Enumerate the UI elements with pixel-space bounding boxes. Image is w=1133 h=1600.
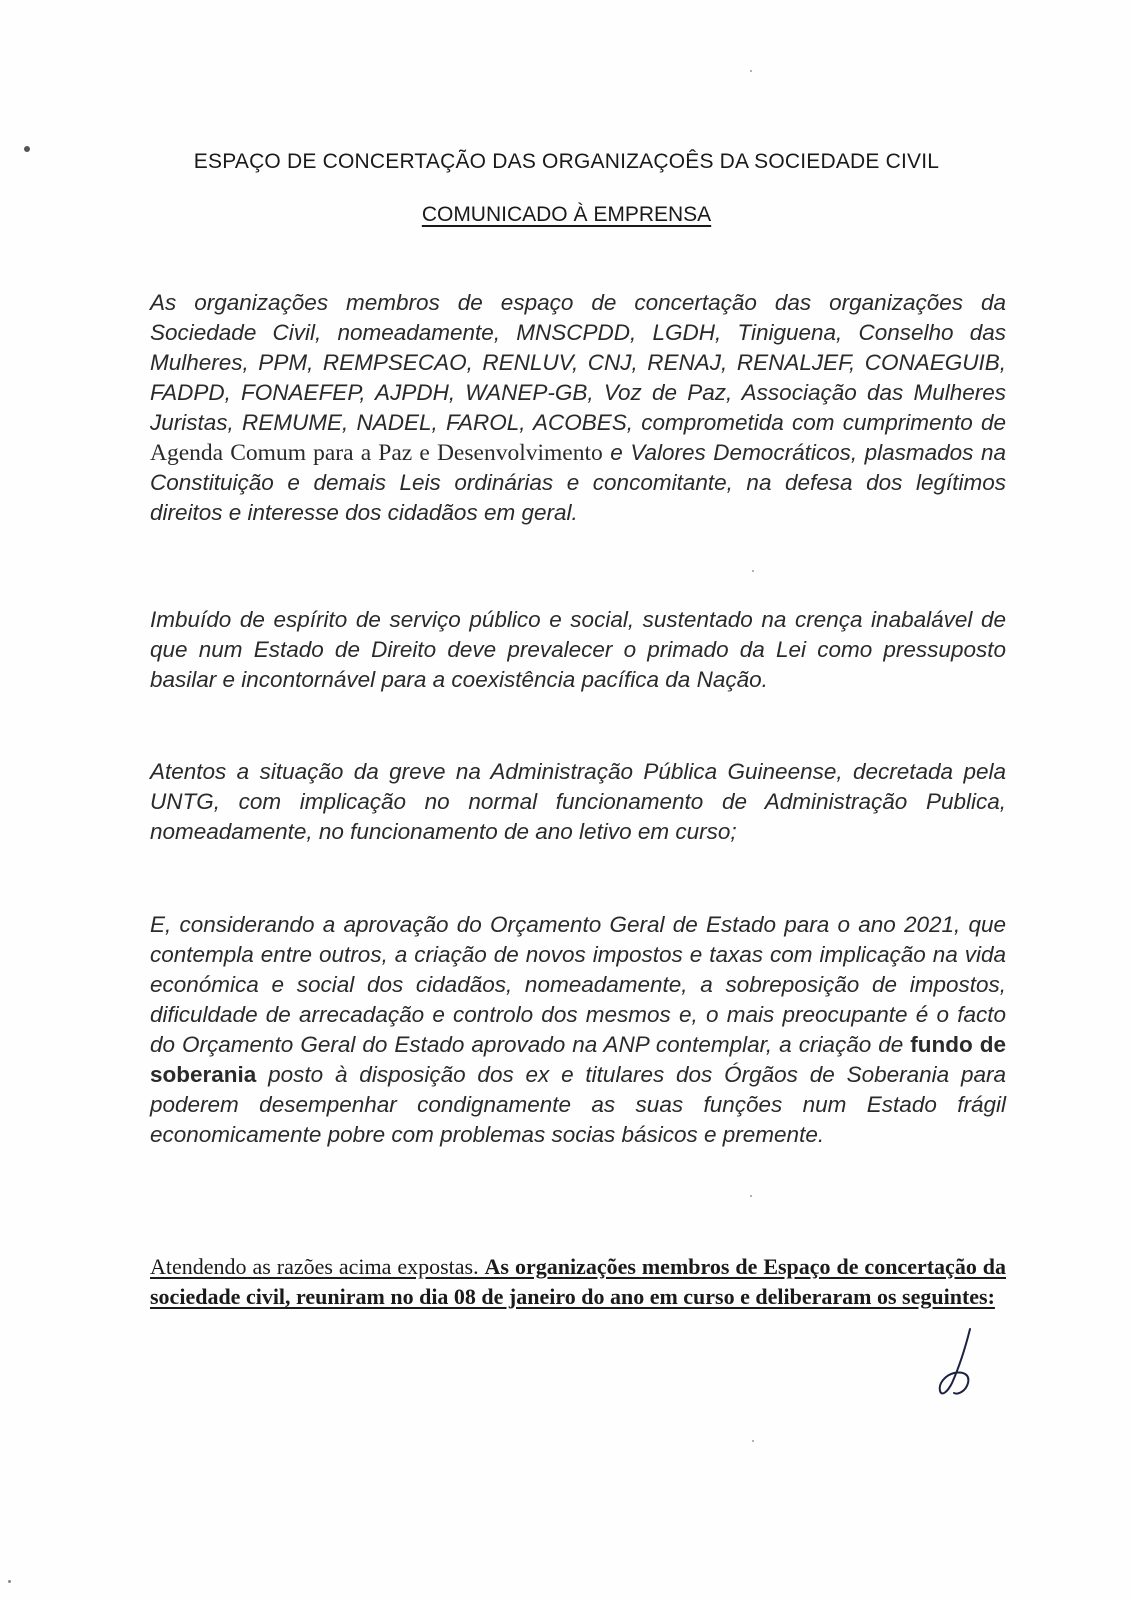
scan-speck <box>752 1440 754 1442</box>
paragraph-1-part-2: Agenda Comum para a Paz e Desenvolvimento <box>150 440 603 466</box>
paragraph-4-part-1: E, considerando a aprovação do Orçamento Geral de Estado para o ano 2021, que contempla entre outros, a criação de novos impostos e taxas com implicação na vida económica e social dos cidadãos, nomeadamente, a sobreposição de impostos, dificuldade de arrecadação e controlo dos mesmos e, o mais preocupante é o facto do Orçamento Geral do Estado aprovado na ANP contemplar, a criação de <box>150 912 1006 1057</box>
paragraph-4-part-2: posto à disposição dos ex e titulares dos Órgãos de Soberania para poderem desempenhar condignamente as suas funções num Estado frágil economicamente pobre com problemas socias básicos e premente. <box>150 1062 1006 1147</box>
scan-speck <box>750 70 752 72</box>
conclusion-paragraph <box>150 1252 1006 1312</box>
document-subtitle-text: COMUNICADO À EMPRENSA <box>421 203 712 226</box>
document-title: ESPAÇO DE CONCERTAÇÃO DAS ORGANIZAÇOÊS DA SOCIEDADE CIVIL <box>193 150 940 173</box>
paragraph-1-part-1: As organizações membros de espaço de concertação das organizações da Sociedade Civil, nomeadamente, MNSCPDD, LGDH, Tiniguena, Conselho das Mulheres, PPM, REMPSECAO, RENLUV, CNJ, RENAJ, RENALJEF, CONAEGUIB, FADPD, FONAEFEP, AJPDH, WANEP-GB, Voz de Paz, Associação das Mulheres Juristas, REMUME, NADEL, FAROL, ACOBES, comprometida com cumprimento de <box>150 290 1006 435</box>
document-subtitle <box>0 203 1133 227</box>
paragraph-1 <box>150 288 1006 528</box>
scan-speck <box>8 1580 11 1583</box>
handwritten-signature-icon <box>930 1325 990 1405</box>
paragraph-2: Imbuído de espírito de serviço público e social, sustentado na crença inabalável de que num Estado de Direito deve prevalecer o primado da Lei como pressuposto basilar e incontornável para a coexistência pacífica da Nação. <box>150 607 1006 692</box>
paragraph-3: Atentos a situação da greve na Administração Pública Guineense, decretada pela UNTG, com implicação no normal funcionamento de Administração Publica, nomeadamente, no funcionamento de ano letivo em curso; <box>150 759 1006 844</box>
conclusion-bold: As organizações membros de Espaço de concertação da sociedade civil, reuniram no dia 08 de janeiro do ano em curso e deliberaram os seguintes: <box>150 1254 1006 1309</box>
scan-speck <box>752 570 754 572</box>
paragraph-1-part-3: e Valores Democráticos, plasmados na Constituição e demais Leis ordinárias e concomitante, na defesa dos legítimos direitos e interesse dos cidadãos em geral. <box>150 440 1006 525</box>
paragraph-4 <box>150 910 1006 1150</box>
conclusion-part-1: Atendendo as razões acima expostas. <box>150 1254 485 1279</box>
scan-speck <box>750 1195 752 1197</box>
paragraph-4-bold: fundo de soberania <box>150 1032 1006 1087</box>
